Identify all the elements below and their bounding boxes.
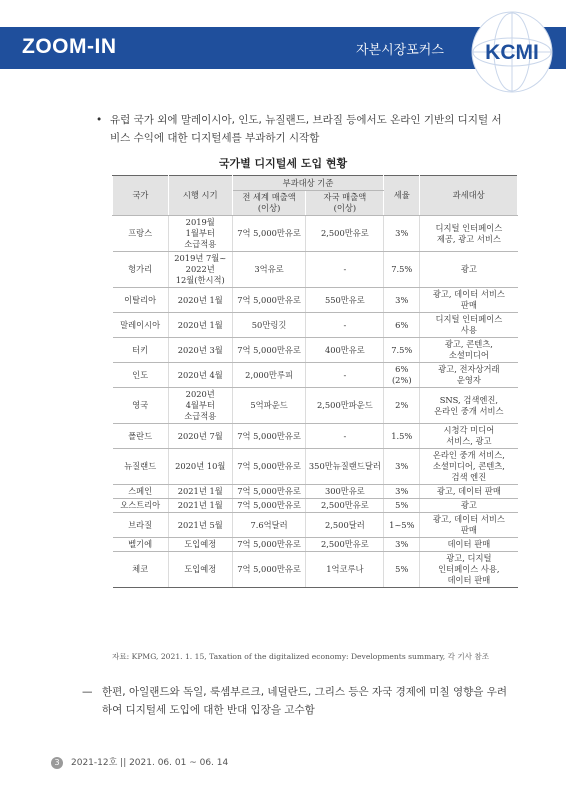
page-number: 3: [51, 757, 63, 769]
table-row: [113, 363, 518, 388]
cell-global-revenue: 50만링깃: [232, 313, 306, 338]
note-text: 한편, 아일랜드와 독일, 룩셈부르크, 네덜란드, 그리스 등은 자국 경제에 미칠 영향을 우려하여 디지털세 도입에 대한 반대 입장을 고수함: [102, 686, 508, 716]
cell-global-revenue: 3억유로: [232, 252, 306, 288]
cell-rate: 3%: [384, 485, 420, 499]
cell-target: 광고: [420, 499, 518, 513]
cell-domestic-revenue: 2,500만유로: [306, 499, 384, 513]
table-row: [113, 552, 518, 588]
table-row: [113, 288, 518, 313]
cell-country: 벨기에: [113, 538, 169, 552]
cell-start: 2020년 3월: [168, 338, 232, 363]
cell-start: 2020년 4월부터 소급적용: [168, 388, 232, 424]
intro-bullet: [96, 111, 506, 147]
cell-target: 디지털 인터페이스 사용: [420, 313, 518, 338]
cell-domestic-revenue: -: [306, 363, 384, 388]
closing-note: [82, 683, 512, 719]
cell-rate: 7.5%: [384, 338, 420, 363]
cell-target: 시청각 미디어 서비스, 광고: [420, 424, 518, 449]
cell-target: SNS, 검색엔진, 온라인 중개 서비스: [420, 388, 518, 424]
cell-rate: 3%: [384, 288, 420, 313]
cell-country: 인도: [113, 363, 169, 388]
cell-global-revenue: 7억 5,000만유로: [232, 449, 306, 485]
cell-domestic-revenue: -: [306, 424, 384, 449]
table-row: [113, 216, 518, 252]
table-row: [113, 313, 518, 338]
cell-domestic-revenue: 2,500만유로: [306, 216, 384, 252]
cell-domestic-revenue: -: [306, 252, 384, 288]
cell-domestic-revenue: 300만유로: [306, 485, 384, 499]
cell-country: 말레이시아: [113, 313, 169, 338]
cell-target: 광고, 데이터 서비스 판매: [420, 288, 518, 313]
cell-start: 2020년 7월: [168, 424, 232, 449]
cell-start: 2021년 1월: [168, 485, 232, 499]
cell-rate: 2%: [384, 388, 420, 424]
header-target: 과세대상: [420, 176, 518, 216]
cell-country: 터키: [113, 338, 169, 363]
cell-domestic-revenue: 2,500만파운드: [306, 388, 384, 424]
cell-target: 디지털 인터페이스 제공, 광고 서비스: [420, 216, 518, 252]
table-source: 자료: KPMG, 2021. 1. 15, Taxation of the digitalized economy: Developments summary, 각 기사 참조: [112, 652, 490, 661]
cell-rate: 6%: [384, 313, 420, 338]
table-row: [113, 252, 518, 288]
cell-country: 스페인: [113, 485, 169, 499]
cell-start: 2019월 1월부터 소급적용: [168, 216, 232, 252]
note-marker: —: [82, 686, 93, 698]
cell-global-revenue: 7억 5,000만유로: [232, 288, 306, 313]
cell-country: 오스트리아: [113, 499, 169, 513]
cell-rate: 5%: [384, 499, 420, 513]
cell-country: 프랑스: [113, 216, 169, 252]
cell-global-revenue: 7억 5,000만유로: [232, 424, 306, 449]
cell-country: 체코: [113, 552, 169, 588]
cell-start: 2020년 1월: [168, 288, 232, 313]
header-global-revenue: 전 세계 매출액 (이상): [232, 191, 306, 216]
cell-start: 도입예정: [168, 538, 232, 552]
section-title: ZOOM-IN: [22, 35, 117, 58]
cell-start: 2019년 7월~ 2022년 12월(한시적): [168, 252, 232, 288]
cell-country: 브라질: [113, 513, 169, 538]
table-row: [113, 338, 518, 363]
cell-target: 광고, 전자상거래 운영자: [420, 363, 518, 388]
cell-rate: 3%: [384, 538, 420, 552]
bullet-marker: •: [96, 114, 103, 126]
table-row: [113, 513, 518, 538]
cell-target: 광고, 콘텐츠, 소셜미디어: [420, 338, 518, 363]
cell-global-revenue: 7억 5,000만유로: [232, 499, 306, 513]
cell-country: 뉴질랜드: [113, 449, 169, 485]
cell-target: 광고, 데이터 서비스 판매: [420, 513, 518, 538]
kcmi-logo: [470, 10, 554, 94]
table-row: [113, 424, 518, 449]
cell-target: 데이터 판매: [420, 538, 518, 552]
cell-country: 영국: [113, 388, 169, 424]
cell-rate: 1~5%: [384, 513, 420, 538]
cell-domestic-revenue: 1억코루나: [306, 552, 384, 588]
intro-text: 유럽 국가 외에 말레이시아, 인도, 뉴질랜드, 브라질 등에서도 온라인 기반의 디지털 서비스 수익에 대한 디지털세를 부과하기 시작함: [110, 114, 502, 144]
digital-tax-table: [112, 175, 518, 588]
cell-target: 온라인 중개 서비스, 소셜미디어, 콘텐츠, 검색 엔진: [420, 449, 518, 485]
cell-start: 2020년 1월: [168, 313, 232, 338]
table-row: [113, 485, 518, 499]
cell-start: 2020년 4월: [168, 363, 232, 388]
cell-domestic-revenue: 550만유로: [306, 288, 384, 313]
cell-global-revenue: 7억 5,000만유로: [232, 538, 306, 552]
table-row: [113, 499, 518, 513]
cell-start: 2021년 1월: [168, 499, 232, 513]
header-country: 국가: [113, 176, 169, 216]
cell-global-revenue: 7.6억달러: [232, 513, 306, 538]
header-domestic-revenue: 자국 매출액 (이상): [306, 191, 384, 216]
cell-target: 광고, 데이터 판매: [420, 485, 518, 499]
cell-global-revenue: 7억 5,000만유로: [232, 485, 306, 499]
cell-rate: 3%: [384, 449, 420, 485]
cell-global-revenue: 5억파운드: [232, 388, 306, 424]
cell-rate: 6% (2%): [384, 363, 420, 388]
cell-domestic-revenue: 2,500만유로: [306, 538, 384, 552]
header-rate: 세율: [384, 176, 420, 216]
header-start: 시행 시기: [168, 176, 232, 216]
cell-start: 2020년 10월: [168, 449, 232, 485]
cell-global-revenue: 2,000만루피: [232, 363, 306, 388]
cell-global-revenue: 7억 5,000만유로: [232, 338, 306, 363]
cell-start: 2021년 5월: [168, 513, 232, 538]
table-row: [113, 388, 518, 424]
cell-target: 광고: [420, 252, 518, 288]
table-title: 국가별 디지털세 도입 현황: [218, 157, 348, 170]
cell-country: 헝가리: [113, 252, 169, 288]
cell-rate: 7.5%: [384, 252, 420, 288]
cell-start: 도입예정: [168, 552, 232, 588]
cell-domestic-revenue: -: [306, 313, 384, 338]
cell-domestic-revenue: 2,500달러: [306, 513, 384, 538]
cell-country: 이탈리아: [113, 288, 169, 313]
cell-rate: 1.5%: [384, 424, 420, 449]
cell-domestic-revenue: 400만유로: [306, 338, 384, 363]
logo-text: KCMI: [485, 41, 539, 64]
page-footer: [51, 755, 228, 769]
issue-info: 2021-12호 || 2021. 06. 01 ~ 06. 14: [71, 758, 229, 768]
publication-name: 자본시장포커스: [356, 43, 444, 58]
cell-domestic-revenue: 350만뉴질랜드달러: [306, 449, 384, 485]
table-row: [113, 538, 518, 552]
cell-rate: 3%: [384, 216, 420, 252]
cell-country: 폴란드: [113, 424, 169, 449]
header-criteria: 부과대상 기준: [232, 176, 384, 191]
cell-global-revenue: 7억 5,000만유로: [232, 216, 306, 252]
cell-target: 광고, 디지털 인터페이스 사용, 데이터 판매: [420, 552, 518, 588]
cell-global-revenue: 7억 5,000만유로: [232, 552, 306, 588]
table-row: [113, 449, 518, 485]
cell-rate: 5%: [384, 552, 420, 588]
